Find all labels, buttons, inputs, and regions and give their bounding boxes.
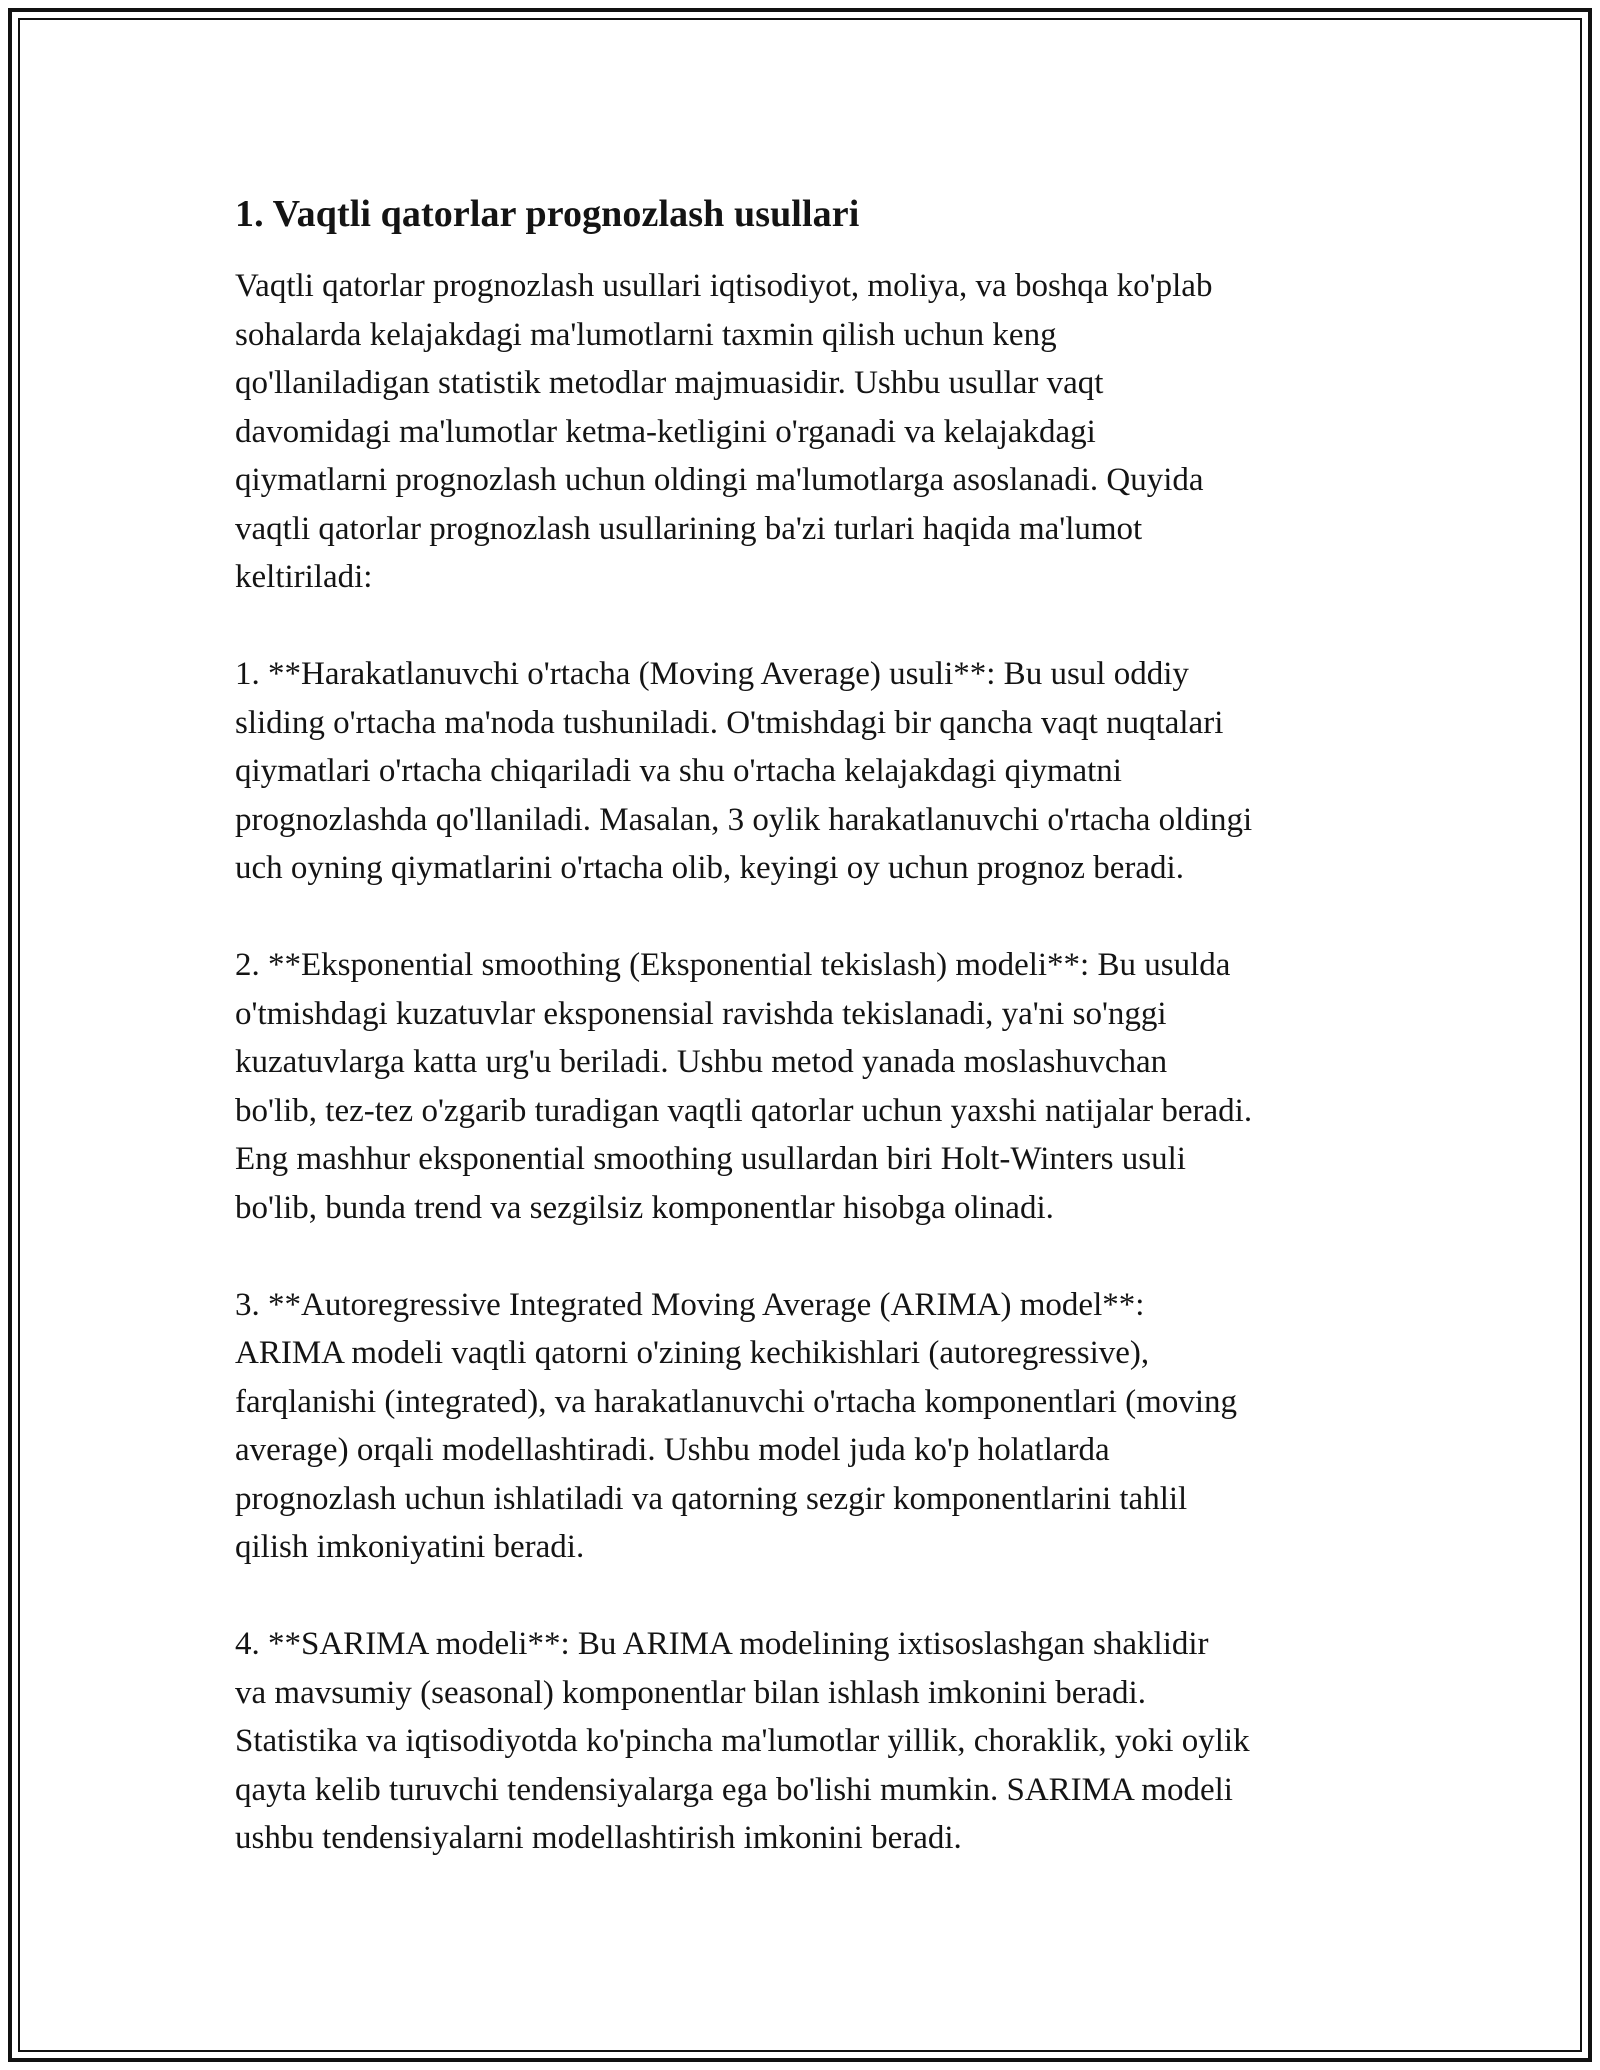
intro-paragraph: Vaqtli qatorlar prognozlash usullari iqtisodiyot, moliya, va boshqa ko'plab sohalarda kelajakdagi ma'lumotlarni taxmin qilish uchun keng qo'llaniladigan statistik metodlar majmuasidir. Ushbu usullar vaqt davomidagi ma'lumotlar ketma-ketligini o'rganadi va kelajakdagi qiymatlarni prognozlash uchun oldingi ma'lumotlarga asoslanadi. Quyida vaqtli qatorlar prognozlash usullarining ba'zi turlari haqida ma'lumot keltiriladi: — [235, 268, 1213, 595]
method-moving-average-paragraph: 1. **Harakatlanuvchi o'rtacha (Moving Average) usuli**: Bu usul oddiy sliding o'rtacha ma'noda tushuniladi. O'tmishdagi bir qancha vaqt nuqtalari qiymatlari o'rtacha chiqariladi va shu o'rtacha kelajakdagi qiymatni prognozlashda qo'llaniladi. Masalan, 3 oylik harakatlanuvchi o'rtacha oldingi uch oyning qiymatlarini o'rtacha olib, keyingi oy uchun prognoz beradi. — [235, 656, 1253, 886]
method-sarima-paragraph: 4. **SARIMA modeli**: Bu ARIMA modelining ixtisoslashgan shaklidir va mavsumiy (seasonal) komponentlar bilan ishlash imkonini beradi. Statistika va iqtisodiyotda ko'pincha ma'lumotlar yillik, choraklik, yoki oylik qayta kelib turuvchi tendensiyalarga ega bo'lishi mumkin. SARIMA modeli ushbu tendensiyalarni modellashtirish imkonini beradi. — [235, 1626, 1250, 1856]
document-title: 1. Vaqtli qatorlar prognozlash usullari — [235, 193, 860, 235]
method-arima-paragraph: 3. **Autoregressive Integrated Moving Average (ARIMA) model**: ARIMA modeli vaqtli qatorni o'zining kechikishlari (autoregressive), farqlanishi (integrated), va harakatlanuvchi o'rtacha komponentlari (moving average) orqali modellashtiradi. Ushbu model juda ko'p holatlarda prognozlash uchun ishlatiladi va qatorning sezgir komponentlarini tahlil qilish imkoniyatini beradi. — [235, 1286, 1237, 1565]
method-exponential-smoothing-paragraph: 2. **Eksponential smoothing (Eksponential tekislash) modeli**: Bu usulda o'tmishdagi kuzatuvlar eksponensial ravishda tekislanadi, ya'ni so'nggi kuzatuvlarga katta urg'u beriladi. Ushbu metod yanada moslashuvchan bo'lib, tez-tez o'zgarib turadigan vaqtli qatorlar uchun yaxshi natijalar beradi. Eng mashhur eksponential smoothing usullardan biri Holt-Winters usuli bo'lib, bunda trend va sezgilsiz komponentlar hisobga olinadi. — [235, 947, 1253, 1226]
document-body — [235, 190, 1375, 1863]
